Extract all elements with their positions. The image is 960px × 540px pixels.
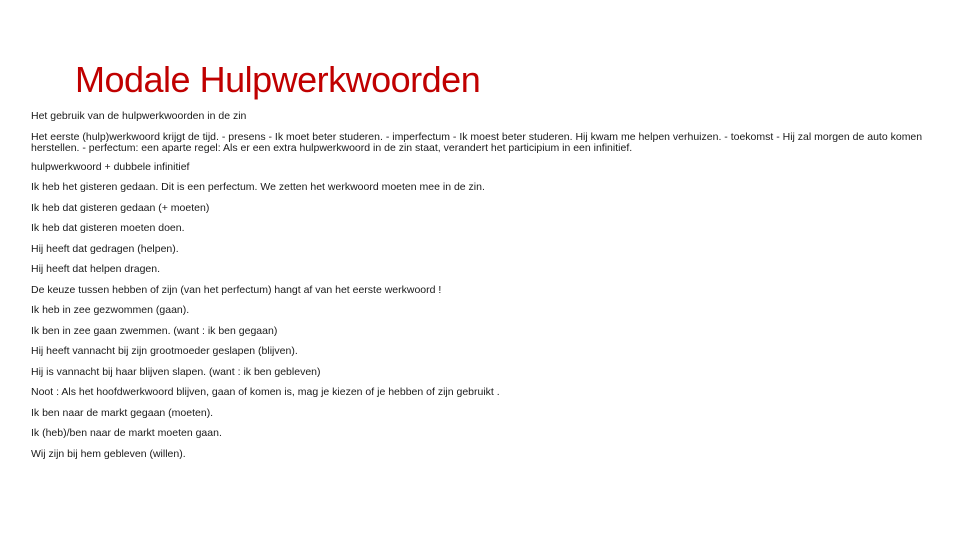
paragraph: De keuze tussen hebben of zijn (van het perfectum) hangt af van het eerste werkwoord ! bbox=[31, 283, 442, 296]
paragraph: Ik heb dat gisteren gedaan (+ moeten) bbox=[31, 201, 210, 214]
paragraph: Hij heeft dat helpen dragen. bbox=[31, 263, 161, 275]
paragraph: Ik (heb)/ben naar de markt moeten gaan. bbox=[31, 427, 222, 439]
paragraph: Hij heeft dat gedragen (helpen). bbox=[31, 242, 179, 255]
paragraph: Noot : Als het hoofdwerkwoord blijven, gaan of komen is, mag je kiezen of je hebben of zijn gebruikt . bbox=[31, 386, 500, 398]
paragraph: Ik heb dat gisteren moeten doen. bbox=[31, 222, 185, 234]
paragraph: Hij heeft vannacht bij zijn grootmoeder geslapen (blijven). bbox=[31, 345, 298, 357]
paragraph: Ik ben in zee gaan zwemmen. (want : ik ben gegaan) bbox=[31, 324, 278, 337]
paragraph: Ik heb in zee gezwommen (gaan). bbox=[31, 304, 190, 316]
paragraph: Ik heb het gisteren gedaan. Dit is een perfectum. We zetten het werkwoord moeten mee in de zin. bbox=[31, 181, 485, 193]
paragraph: Het gebruik van de hulpwerkwoorden in de zin bbox=[31, 110, 247, 122]
paragraph: hulpwerkwoord + dubbele infinitief bbox=[31, 160, 190, 173]
paragraph: Het eerste (hulp)werkwoord krijgt de tijd. - presens - Ik moet beter studeren. - imperfectum - Ik moest beter studeren. Hij kwam me helpen verhuizen. - toekomst - Hij zal morgen de auto komen herstellen. - perfectum: een aparte regel: Als er een extra hulpwerkwoord in de zin staat, verandert het participium in een infinitief. bbox=[31, 130, 923, 154]
paragraph: Ik ben naar de markt gegaan (moeten). bbox=[31, 406, 214, 419]
paragraph: Hij is vannacht bij haar blijven slapen. (want : ik ben gebleven) bbox=[31, 365, 321, 378]
slide-body bbox=[31, 111, 931, 469]
slide-title: Modale Hulpwerkwoorden bbox=[75, 59, 481, 100]
paragraph: Wij zijn bij hem gebleven (willen). bbox=[31, 447, 186, 460]
